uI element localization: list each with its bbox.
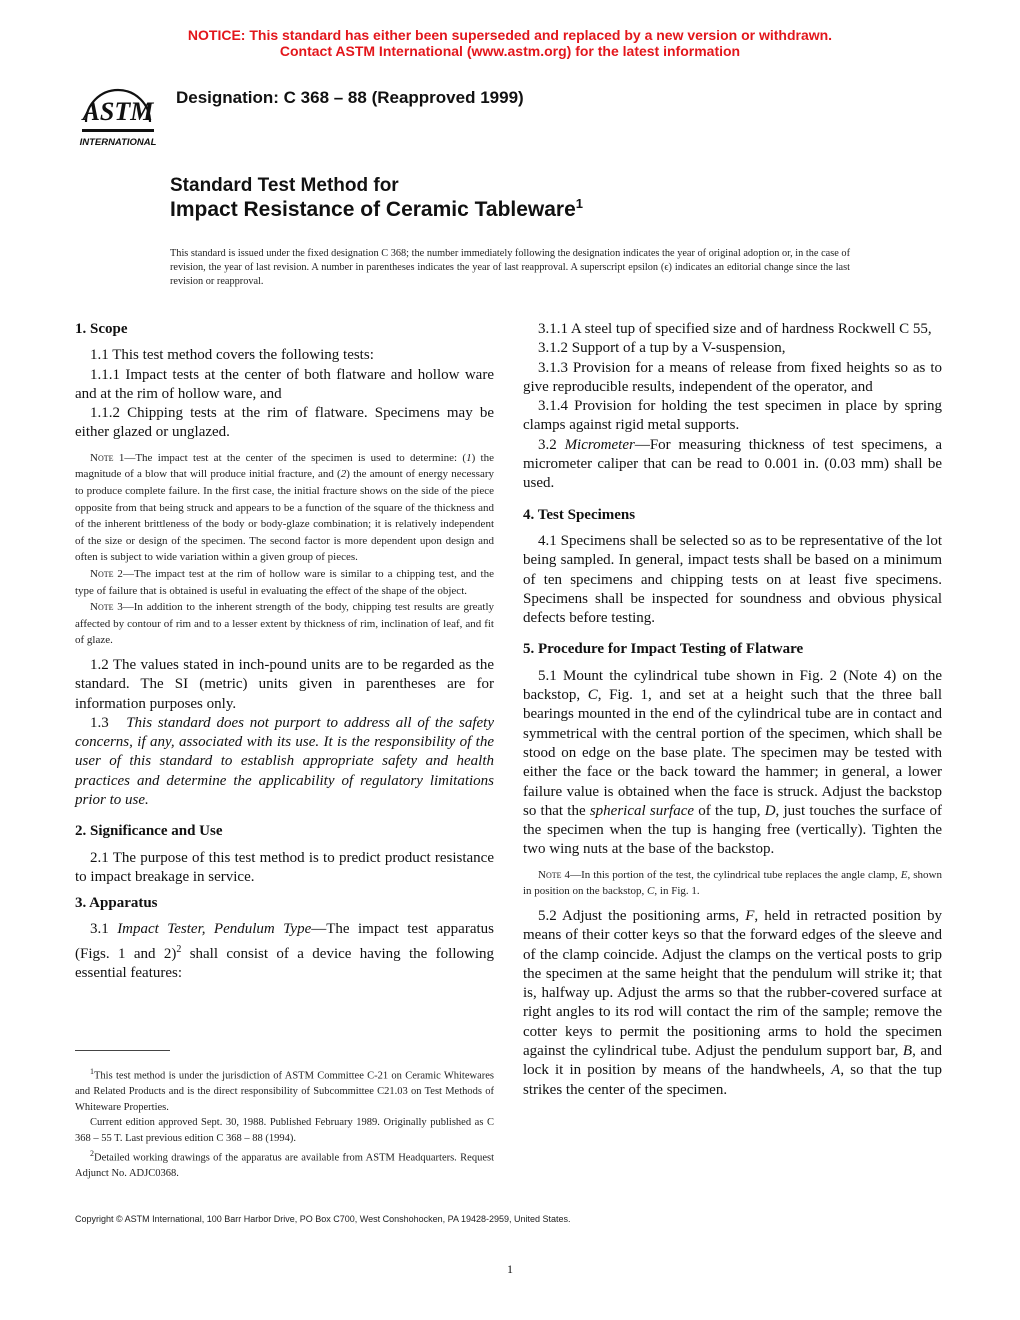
note-4: Note 4—In this portion of the test, the cylindrical tube replaces the angle clamp, E, shown in position on the backstop, C, in Fig. 1. [523,868,942,898]
notice-line-2: Contact ASTM International (www.astm.org) for the latest information [279,43,741,59]
para-5-2: 5.2 Adjust the positioning arms, F, held in retracted position by means of their cotter keys so that the forward edges of the sleeve and of the clamp coincide. Adjust the clamps on the vertical posts to grip the specimen at the same height that the pendulum will strike it; that is, halfway up. Adjust the arms so that the rubber-covered surface at right angles to its rod will contact the rim of the sample; remove the cotter keys to permit the positioning arms to hold the specimen against the cylindrical tube. Adjust the pendulum support bar, B, and lock it in position by means of the handwheels, A, so that the tup strikes the center of the specimen. [523,907,942,1098]
right-column [523,320,942,1100]
para-4-1: 4.1 Specimens shall be selected so as to be representative of the lot being sampled. In general, impact tests shall be based on a minimum of ten specimens and chipping tests on at least five specimens. Specimens shall be inspected for soundness and obvious physical defects before testing. [523,532,942,627]
para-1-2: 1.2 The values stated in inch-pound units are to be regarded as the standard. The SI (metric) units given in parentheses are for information purposes only. [75,656,494,712]
title-line-1: Standard Test Method for [170,175,399,196]
title-line-2: Impact Resistance of Ceramic Tableware [170,198,576,221]
left-column [75,320,494,983]
title-footnote-ref: 1 [575,196,584,211]
heading-procedure: 5. Procedure for Impact Testing of Flatware [523,641,804,658]
issue-statement: This standard is issued under the fixed designation C 368; the number immediately following the designation indicates the year of original adoption or, in the case of revision, the year of last revision. A number in parentheses indicates the year of last reapproval. A superscript epsilon (ϵ) indicates an editorial change since the last revision or reapproval. [170,248,850,287]
para-3-1-3: 3.1.3 Provision for a means of release from fixed heights so as to give reproducible results, independent of the operator, and [523,359,942,395]
footnote-2: $^2$Detailed working drawings of the apparatus are available from ASTM Headquarters. Request Adjunct No. ADJC0368. [75,1149,494,1179]
heading-apparatus: 3. Apparatus [75,895,158,912]
heading-test-specimens: 4. Test Specimens [523,506,636,523]
note-2: Note 2—The impact test at the rim of hollow ware is similar to a chipping test, and the type of failure that is obtained is useful in evaluating the effect of the shape of the object. [75,567,494,597]
astm-logo [76,76,160,150]
heading-scope: 1. Scope [75,321,128,337]
footnote-divider [75,1050,170,1051]
note-3: Note 3—In addition to the inherent strength of the body, chipping test results are greatly affected by contour of rim and to a lesser extent by thickness of rim, inclination of leaf, and fit of glaze. [75,601,495,647]
para-3-1-4: 3.1.4 Provision for holding the test specimen in place by spring clamps against rigid metal supports. [523,398,942,434]
footnotes [75,1064,494,1182]
para-1-1: 1.1 This test method covers the following tests: [90,347,374,364]
para-1-1-1: 1.1.1 Impact tests at the center of both flatware and hollow ware and at the rim of hollow ware, and [75,366,494,402]
footnote-1b: Current edition approved Sept. 30, 1988. Published February 1989. Originally published as C 368 – 55 T. Last previous edition C 368 – 88 (1994). [75,1117,494,1144]
notice-line-1: NOTICE: This standard has either been superseded and replaced by a new version or withdrawn. [187,27,833,43]
astm-logo-letters: ASTM [82,97,154,126]
notice-banner [0,27,1020,59]
para-1-1-2: 1.1.2 Chipping tests at the rim of flatware. Specimens may be either glazed or unglazed. [75,405,494,441]
page-number: 1 [507,1262,513,1276]
para-3-1-1: 3.1.1 A steel tup of specified size and of hardness Rockwell C 55, [538,321,932,337]
para-3-2: 3.2 Micrometer—For measuring thickness of test specimens, a micrometer caliper that can be read to 0.001 in. (0.03 mm) shall be used. [523,436,942,492]
para-5-1: 5.1 Mount the cylindrical tube shown in Fig. 2 (Note 4) on the backstop, C, Fig. 1, and set at a height such that the three ball bearings mounted in the end of the cylindrical tube are in contact and symmetrical with the central portion of the specimen, which shall be stood on edge on the base plate. The specimen may be tested with either the face or the back toward the hammer; in general, a lower failure value is obtained when the face is struck. Adjust the backstop so that the spherical surface of the tup, D, just touches the surface of the specimen when the tup is hanging free (vertically). Tighten the two wing nuts at the base of the backstop. [523,667,943,858]
document-title [170,175,583,222]
astm-logo-caption: INTERNATIONAL [79,137,157,148]
copyright: Copyright © ASTM International, 100 Barr Harbor Drive, PO Box C700, West Conshohocken, PA 19428-2959, United States. [75,1214,571,1224]
para-3-1-2: 3.1.2 Support of a tup by a V-suspension, [538,340,786,357]
footnote-1: $^1$This test method is under the jurisdiction of ASTM Committee C-21 on Ceramic Whitewares and Related Products and is the direct responsibility of Subcommittee C21.03 on Test Methods of Whiteware Properties. [75,1067,494,1113]
para-1-3: 1.3 This standard does not purport to address all of the safety concerns, if any, associated with its use. It is the responsibility of the user of this standard to establish appropriate safety and health practices and determine the applicability of regulatory limitations prior to use. [75,714,495,808]
heading-significance: 2. Significance and Use [75,823,223,840]
note-1: Note 1—The impact test at the center of the specimen is used to determine: (1) the magnitude of a blow that will produce initial fracture, and (2) the amount of energy necessary to produce complete failure. In the first case, the initial fracture shows on the side of the piece opposite from that being struck and appears to be a function of the square of the thickness and of the inherent brittleness of the body or body-glaze combination; it is relatively independent of the size or design of the specimen. The second factor is more dependent upon design and often is subject to wide variation within a given group of pieces. [75,451,494,564]
para-2-1: 2.1 The purpose of this test method is to predict product resistance to impact breakage in service. [75,849,494,885]
designation: Designation: C 368 – 88 (Reapproved 1999) [176,88,524,107]
para-3-1: 3.1 Impact Tester, Pendulum Type—The impact test apparatus (Figs. 1 and 2)$^2$ shall consist of a device having the following essential features: [75,921,494,982]
